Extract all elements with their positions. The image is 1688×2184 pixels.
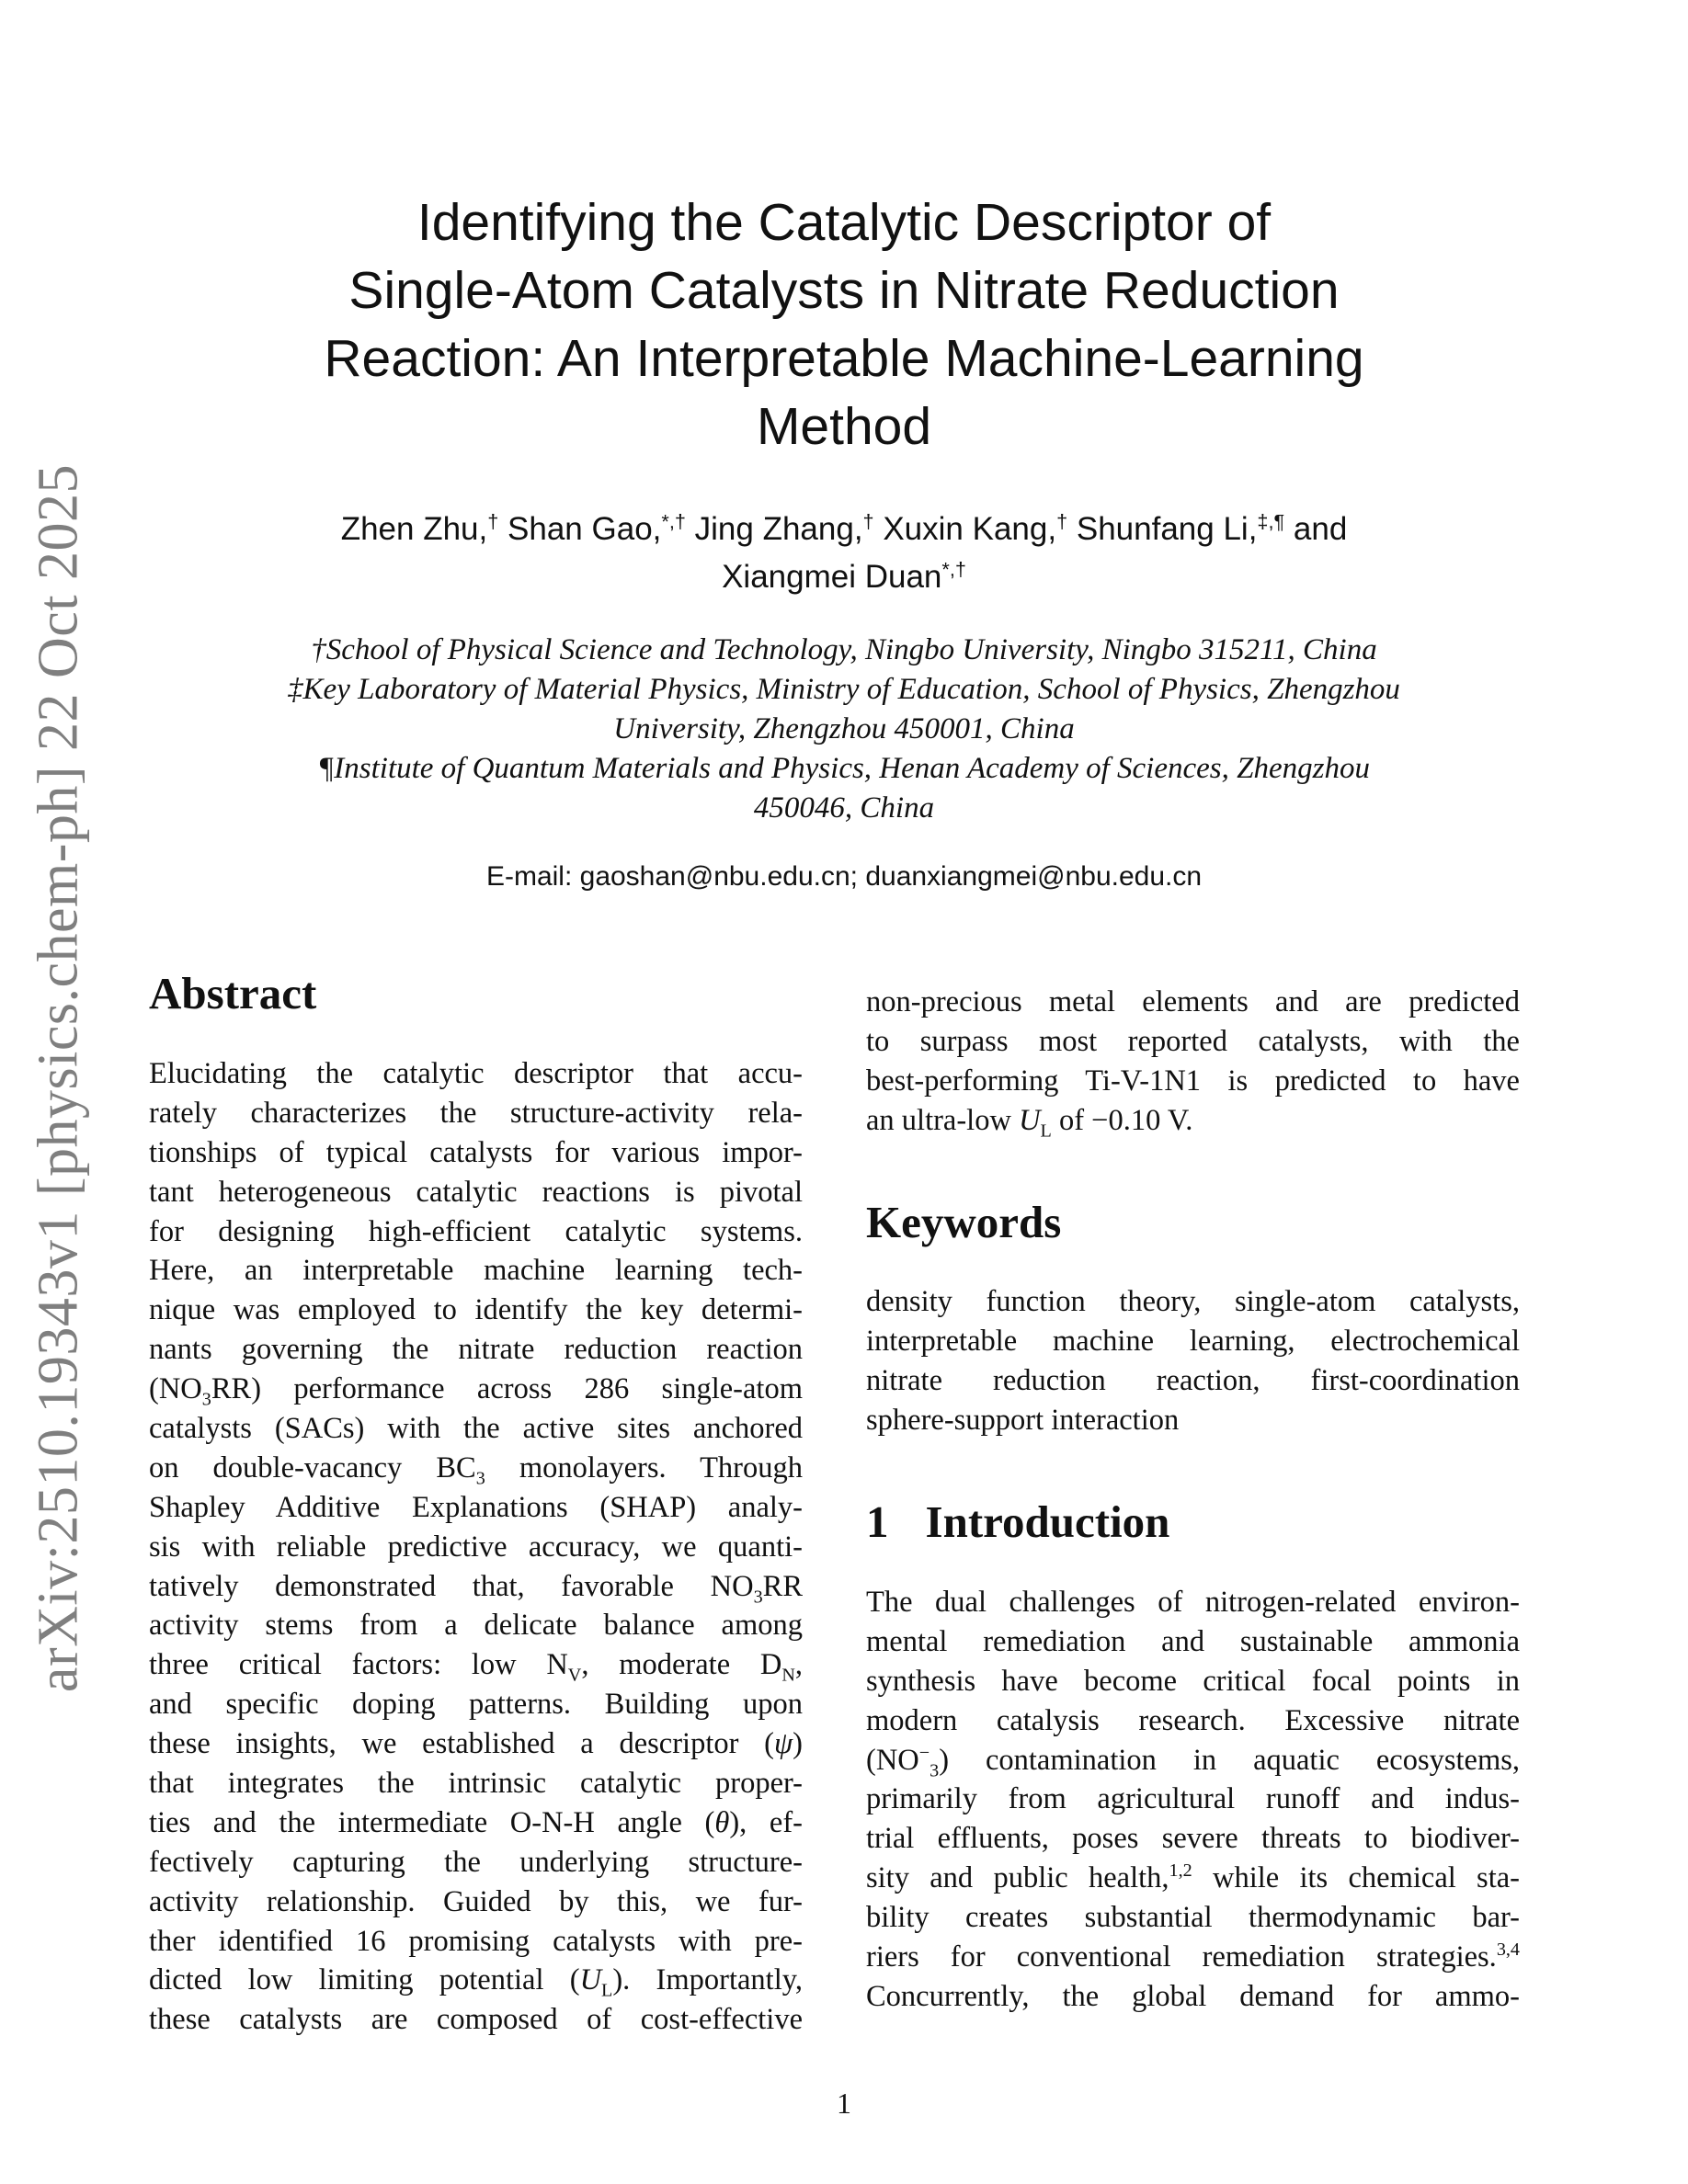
text-line: ties and the intermediate O-N-H angle (θ), ef- — [149, 1805, 803, 1839]
text-line: rately characterizes the structure-activity rela- — [149, 1096, 803, 1130]
abstract-right-column — [866, 983, 1520, 1141]
text-line: Concurrently, the global demand for ammo- — [866, 1979, 1520, 2013]
math-symbol: θ — [714, 1805, 730, 1839]
arxiv-stamp: arXiv:2510.19343v1 [physics.chem-ph] 22 Oct 2025 — [27, 463, 90, 1693]
text-line: bility creates substantial thermodynamic bar- — [866, 1901, 1520, 1935]
text-line: these catalysts are composed of cost-effective — [149, 2003, 803, 2037]
title-line: Method — [756, 397, 932, 456]
text-line: activity stems from a delicate balance among — [149, 1609, 803, 1643]
text-line: and specific doping patterns. Building upon — [149, 1688, 803, 1722]
text-line: best-performing Ti-V-1N1 is predicted to have — [866, 1064, 1520, 1098]
text-line: $(NO_3RR)$ performance across 286 single-atom — [149, 1372, 803, 1410]
page-number: 1 — [837, 2087, 851, 2120]
superscript: † — [487, 509, 499, 533]
text-line: interpretable machine learning, electrochemical — [866, 1324, 1520, 1358]
subscript: 3 — [475, 1468, 485, 1488]
text-line: catalysts (SACs) with the active sites anchored — [149, 1412, 803, 1446]
subscript: L — [601, 1980, 613, 2001]
paper-title — [0, 188, 1688, 461]
subscript: 3 — [201, 1389, 211, 1410]
text-line: tant heterogeneous catalytic reactions is pivotal — [149, 1175, 803, 1209]
text-line: sity and public health,$^{1,2}$ while its chemical sta- — [866, 1860, 1520, 1895]
superscript: 1,2 — [1169, 1860, 1192, 1882]
subscript: V — [567, 1665, 582, 1686]
text-line: sis with reliable predictive accuracy, we quanti- — [149, 1530, 803, 1564]
math-symbol: U — [1019, 1103, 1041, 1137]
text-line: ther identified 16 promising catalysts with pre- — [149, 1924, 803, 1958]
text-line: density function theory, single-atom catalysts, — [866, 1285, 1520, 1318]
superscript: † — [1056, 509, 1068, 533]
math-symbol: U — [579, 1963, 602, 1997]
introduction-text — [866, 1583, 1520, 2017]
section-number: 1 — [866, 1496, 889, 1547]
text-line: $(NO^-_3)$ contamination in aquatic ecosystems, — [866, 1742, 1520, 1780]
affiliation-line: †School of Physical Science and Technology, Ningbo University, Ningbo 315211, China — [311, 633, 1377, 666]
authors-line: Zhen Zhu,† Shan Gao,*,† Jing Zhang,† Xuxin Kang,† Shunfang Li,‡,¶ and — [340, 509, 1348, 547]
title-line: Single-Atom Catalysts in Nitrate Reduction — [348, 261, 1340, 320]
text-line: Shapley Additive Explanations (SHAP) analy- — [149, 1490, 803, 1524]
text-line: tionships of typical catalysts for various impor- — [149, 1135, 803, 1169]
text-line: Elucidating the catalytic descriptor that accu- — [149, 1057, 803, 1090]
text-line: sphere-support interaction — [866, 1403, 1180, 1437]
text-line: synthesis have become critical focal points in — [866, 1664, 1520, 1698]
superscript: 3,4 — [1496, 1939, 1520, 1961]
text-line: activity relationship. Guided by this, we fur- — [149, 1884, 803, 1918]
section-title: Introduction — [925, 1496, 1170, 1547]
superscript: − — [918, 1742, 930, 1763]
abstract-heading: Abstract — [149, 968, 317, 1018]
superscript: † — [862, 509, 874, 533]
text-line: on double-vacancy $BC_3$ monolayers. Through — [149, 1450, 803, 1488]
text-line: fectively capturing the underlying structure- — [149, 1845, 803, 1879]
text-line: Here, an interpretable machine learning tech- — [149, 1254, 803, 1288]
email-line: E-mail: gaoshan@nbu.edu.cn; duanxiangmei@nbu.edu.cn — [485, 861, 1203, 892]
text-line: that integrates the intrinsic catalytic proper- — [149, 1767, 803, 1801]
subscript: L — [1040, 1120, 1052, 1141]
text-line: nitrate reduction reaction, first-coordination — [866, 1363, 1520, 1397]
abstract-left-column — [149, 1054, 803, 2040]
authors-line: Xiangmei Duan*,† — [722, 557, 966, 595]
text-line: riers for conventional remediation strategies.$^{3,4}$ — [866, 1939, 1520, 1974]
text-line: trial effluents, poses severe threats to biodiver- — [866, 1822, 1520, 1856]
text-line: mental remediation and sustainable ammonia — [866, 1624, 1520, 1658]
authors — [0, 506, 1688, 601]
title-line: Reaction: An Interpretable Machine-Learning — [324, 329, 1364, 388]
affiliation-line: ¶Institute of Quantum Materials and Physics, Henan Academy of Sciences, Zhengzhou — [318, 752, 1370, 785]
text-line: to surpass most reported catalysts, with the — [866, 1024, 1520, 1058]
text-line: nique was employed to identify the key determi- — [149, 1293, 803, 1327]
superscript: ‡,¶ — [1257, 509, 1285, 533]
subscript: N — [781, 1665, 795, 1686]
text-line: primarily from agricultural runoff and indus- — [866, 1782, 1520, 1816]
affiliation-line: University, Zhengzhou 450001, China — [613, 712, 1075, 745]
text-line: nants governing the nitrate reduction reaction — [149, 1333, 803, 1367]
superscript: *,† — [941, 557, 966, 581]
affiliation-line: ‡Key Laboratory of Material Physics, Ministry of Education, School of Physics, Zhengzhou — [288, 673, 1400, 706]
superscript: *,† — [661, 509, 686, 533]
affiliation-line: 450046, China — [753, 791, 935, 825]
keywords-list — [866, 1282, 1520, 1440]
text-line: these insights, we established a descriptor (ψ) — [149, 1727, 803, 1761]
text-line: modern catalysis research. Excessive nitrate — [866, 1703, 1520, 1737]
math-symbol: ψ — [773, 1727, 793, 1761]
title-line: Identifying the Catalytic Descriptor of — [416, 193, 1272, 252]
text-line: dicted low limiting potential $(U_L)$. Importantly, — [149, 1963, 803, 2001]
text-line: non-precious metal elements and are predicted — [866, 985, 1520, 1018]
introduction-heading — [866, 1496, 1169, 1548]
text-line: three critical factors: low $N_V$, moderate $D_N$, — [149, 1648, 803, 1686]
text-line: an ultra-low $U_L$ of −0.10 V. — [866, 1103, 1193, 1141]
subscript: 3 — [753, 1587, 763, 1607]
text-line: for designing high-efficient catalytic systems. — [149, 1214, 803, 1248]
subscript: 3 — [930, 1760, 940, 1780]
keywords-heading: Keywords — [866, 1197, 1062, 1247]
affiliations — [0, 631, 1688, 828]
text-line: tatively demonstrated that, favorable $NO_3RR$ — [149, 1569, 803, 1607]
text-line: The dual challenges of nitrogen-related environ- — [866, 1586, 1520, 1619]
